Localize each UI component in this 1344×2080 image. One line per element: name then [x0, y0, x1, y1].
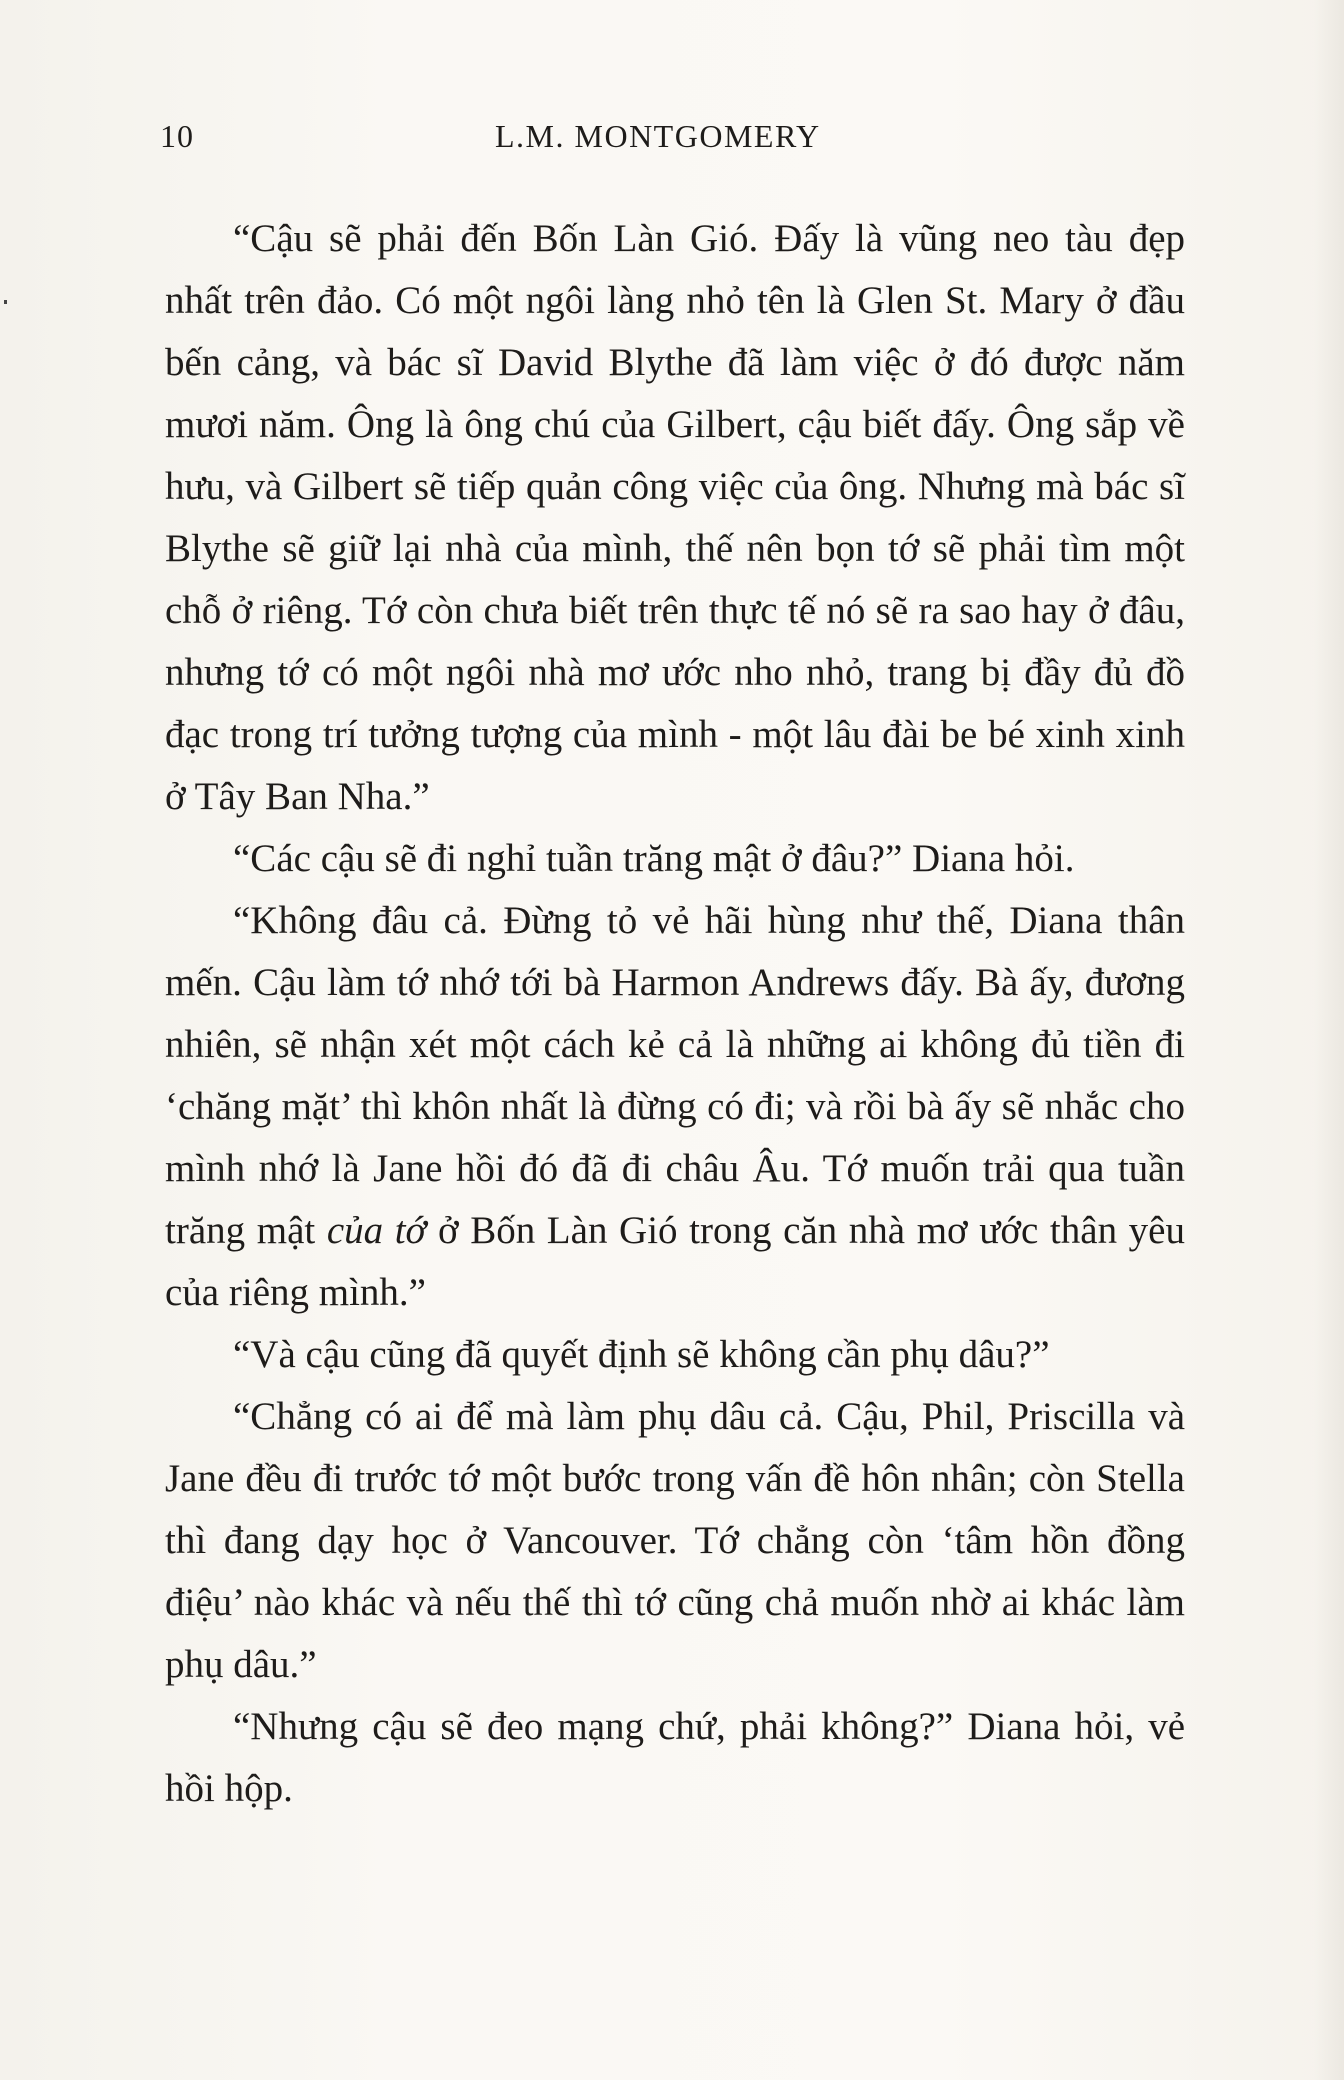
running-head: L.M. MONTGOMERY	[495, 118, 821, 154]
page-edge-shadow	[1314, 0, 1344, 2080]
paragraph-text: “Không đâu cả. Đừng tỏ vẻ hãi hùng như thế, Diana thân mến. Cậu làm tớ nhớ tới bà Harmon Andrews đấy. Bà ấy, đương nhiên, sẽ nhận xét một cách kẻ cả là những ai không đủ tiền đi ‘chăng mặt’ thì khôn nhất là đừng có đi; và rồi bà ấy sẽ nhắc cho mình nhớ là Jane hồi đó đã đi châu Âu. Tớ muốn trải qua tuần trăng mật	[165, 899, 1185, 1252]
paragraph: “Và cậu cũng đã quyết định sẽ không cần phụ dâu?”	[233, 1333, 1050, 1376]
paragraph: “Nhưng cậu sẽ đeo mạng chứ, phải không?” Diana hỏi, vẻ hồi hộp.	[165, 1705, 1185, 1810]
paragraph: “Các cậu sẽ đi nghỉ tuần trăng mật ở đâu?” Diana hỏi.	[233, 837, 1075, 880]
paragraph	[165, 890, 1185, 1324]
paragraph: “Cậu sẽ phải đến Bốn Làn Gió. Đấy là vũng neo tàu đẹp nhất trên đảo. Có một ngôi làng nhỏ tên là Glen St. Mary ở đầu bến cảng, và bác sĩ David Blythe đã làm việc ở đó được năm mươi năm. Ông là ông chú của Gilbert, cậu biết đấy. Ông sắp về hưu, và Gilbert sẽ tiếp quản công việc của ông. Nhưng mà bác sĩ Blythe sẽ giữ lại nhà của mình, thế nên bọn tớ sẽ phải tìm một chỗ ở riêng. Tớ còn chưa biết trên thực tế nó sẽ ra sao hay ở đâu, nhưng tớ có một ngôi nhà mơ ước nho nhỏ, trang bị đầy đủ đồ đạc trong trí tưởng tượng của mình - một lâu đài be bé xinh xinh ở Tây Ban Nha.”	[165, 217, 1185, 818]
paragraph: “Chẳng có ai để mà làm phụ dâu cả. Cậu, Phil, Priscilla và Jane đều đi trước tớ một bước trong vấn đề hôn nhân; còn Stella thì đang dạy học ở Vancouver. Tớ chẳng còn ‘tâm hồn đồng điệu’ nào khác và nếu thế thì tớ cũng chả muốn nhờ ai khác làm phụ dâu.”	[165, 1395, 1185, 1686]
italic-text: của tớ	[326, 1209, 427, 1252]
body-text	[165, 208, 1185, 1820]
page-number: 10	[160, 118, 194, 154]
paragraph-text: ở Bốn Làn Gió trong căn nhà mơ ước thân yêu của riêng mình.”	[165, 1209, 1185, 1314]
page-header	[160, 118, 1190, 158]
page-edge-mark	[4, 300, 7, 304]
